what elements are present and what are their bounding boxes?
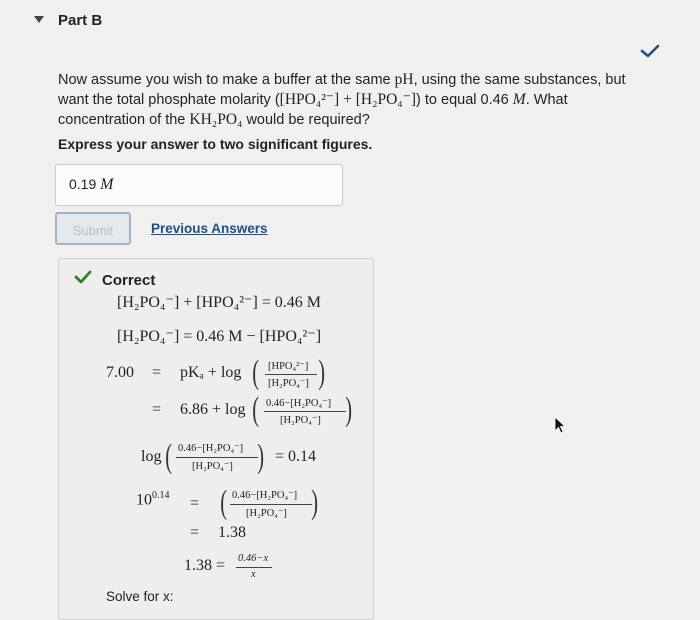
equation-4-numerator: 0.46−[H₂PO₄⁻] xyxy=(266,398,332,409)
equation-5-denominator: [H₂PO₄⁻] xyxy=(192,461,233,472)
equation-4-paren-right: ) xyxy=(345,391,353,428)
instruction-text: Express your answer to two significant figures. xyxy=(58,136,373,152)
equation-6-numerator: 0.46−[H₂PO₄⁻] xyxy=(232,490,298,501)
equation-5-paren-left: ( xyxy=(165,438,173,475)
equation-8-lhs: 1.38 = xyxy=(184,557,226,574)
equation-3-equals: = xyxy=(152,364,162,381)
equation-2: [H₂PO₄⁻] = 0.46 M − [HPO₄²⁻] xyxy=(117,328,322,345)
equation-8-fraction-bar xyxy=(236,567,272,568)
equation-6-paren-right: ) xyxy=(311,484,319,521)
submit-button[interactable]: Submit xyxy=(55,212,131,245)
equation-4-paren-left: ( xyxy=(252,391,260,428)
answer-input[interactable] xyxy=(55,164,343,206)
equation-6-paren-left: ( xyxy=(220,484,228,521)
equation-5-rhs: = 0.14 xyxy=(275,448,317,465)
equation-5-paren-right: ) xyxy=(257,438,265,475)
equation-3-fraction-bar xyxy=(265,374,317,375)
equation-8-denominator: x xyxy=(251,569,256,580)
check-icon xyxy=(640,44,660,58)
equation-3-rhs: pKₐ + log xyxy=(180,364,242,381)
equation-7-value: 1.38 xyxy=(218,524,246,541)
equation-3-lhs: 7.00 xyxy=(106,364,134,381)
equation-5-numerator: 0.46−[H₂PO₄⁻] xyxy=(178,443,244,454)
equation-8-numerator: 0.46−x xyxy=(238,553,269,564)
correct-status: Correct xyxy=(102,272,156,289)
equation-6-fraction-bar xyxy=(230,504,312,505)
answer-value: 0.19 M xyxy=(69,176,114,193)
solve-for-label: Solve for x: xyxy=(106,589,174,604)
correct-check-icon xyxy=(74,270,92,284)
equation-3-paren-right: ) xyxy=(318,354,326,391)
equation-6-base: $10^{0.14}$ xyxy=(136,490,170,509)
part-title[interactable]: Part B xyxy=(58,12,103,29)
equation-6-denominator: [H₂PO₄⁻] xyxy=(246,508,287,519)
equation-5-log: log xyxy=(141,448,162,465)
previous-answers-link[interactable]: Previous Answers xyxy=(151,221,268,236)
mouse-cursor-icon xyxy=(554,416,568,434)
equation-1: [H₂PO₄⁻] + [HPO₄²⁻] = 0.46 M xyxy=(117,294,322,311)
equation-4-denominator: [H₂PO₄⁻] xyxy=(280,415,321,426)
equation-6-equals: = xyxy=(190,495,200,512)
equation-4-rhs: 6.86 + log xyxy=(180,401,246,418)
equation-3-paren-left: ( xyxy=(252,354,260,391)
equation-3-denominator: [H₂PO₄⁻] xyxy=(268,378,309,389)
equation-4-equals: = xyxy=(152,401,162,418)
equation-4-fraction-bar xyxy=(264,411,346,412)
equation-3-numerator: [HPO₄²⁻] xyxy=(268,361,309,372)
question-text: Now assume you wish to make a buffer at the same pH, using the same substances, but want the total phosphate molarity ([HPO₄²⁻] + [H₂PO₄⁻]) to equal 0.46 M. What concentration of the KH₂PO₄ would be required? xyxy=(58,71,626,128)
equation-5-fraction-bar xyxy=(176,457,258,458)
collapse-caret-icon[interactable] xyxy=(34,16,44,23)
equation-7-equals: = xyxy=(190,524,200,541)
